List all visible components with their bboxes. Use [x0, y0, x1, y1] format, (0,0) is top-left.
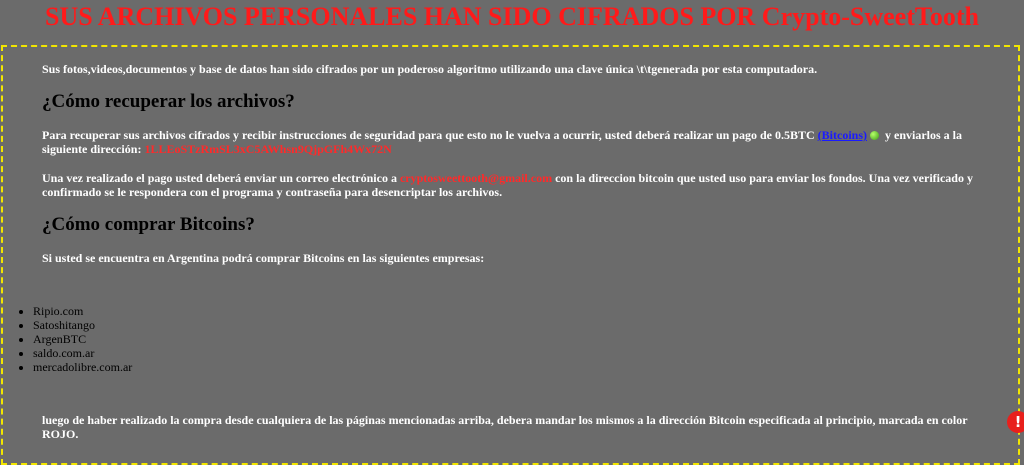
- green-dot-icon: [870, 131, 879, 140]
- ransom-title: SUS ARCHIVOS PERSONALES HAN SIDO CIFRADOS POR Crypto-SweetTooth: [45, 2, 979, 31]
- payment-text-a: Para recuperar sus archivos cifrados y recibir instrucciones de seguridad para que esto no le vuelva a ocurrir, usted deberá realizar un pago de 0.5BTC: [42, 128, 818, 142]
- intro-text: Sus fotos,videos,documentos y base de datos han sido cifrados por un poderoso algoritmo utilizando una clave única \t\tgenerada por esta computadora.: [42, 62, 818, 76]
- companies-list: [18, 304, 132, 374]
- heading-recover-files: ¿Cómo recuperar los archivos?: [42, 91, 295, 112]
- list-item: • saldo.com.ar: [33, 346, 132, 360]
- alert-icon[interactable]: !: [1007, 411, 1024, 433]
- bitcoins-link[interactable]: (Bitcoins): [817, 128, 867, 142]
- payment-instructions: [42, 128, 987, 156]
- list-item: • ArgenBTC: [33, 332, 132, 346]
- payment-text-b: y enviarlos a la siguiente dirección:: [42, 128, 962, 156]
- after-purchase-text: luego de haber realizado la compra desde cualquiera de las páginas mencionadas arriba, debera mandar los mismos a la dirección Bitcoin especificada al principio, marcada en color ROJO.: [42, 413, 968, 441]
- btc-address: 1LLEoSTzRmSL3xC5AWhsn9QjpGFh4Wx72N: [144, 142, 392, 156]
- argentina-text: Si usted se encuentra en Argentina podrá comprar Bitcoins en las siguientes empresas:: [42, 251, 485, 265]
- email-text-a: Una vez realizado el pago usted deberá enviar un correo electrónico a: [42, 171, 400, 185]
- email-instructions: [42, 171, 987, 199]
- list-item: • Ripio.com: [33, 304, 132, 318]
- list-item: • mercadolibre.com.ar: [33, 360, 132, 374]
- heading-buy-bitcoins: ¿Cómo comprar Bitcoins?: [42, 214, 255, 235]
- contact-email: cryptosweettooth@gmail.com: [399, 171, 553, 185]
- message-body: [42, 62, 987, 265]
- list-item: • Satoshitango: [33, 318, 132, 332]
- email-text-b: con la direccion bitcoin que usted uso para enviar los fondos. Una vez verificado y confirmado se le respondera con el programa y contraseña para desencriptar los archivos.: [42, 171, 973, 199]
